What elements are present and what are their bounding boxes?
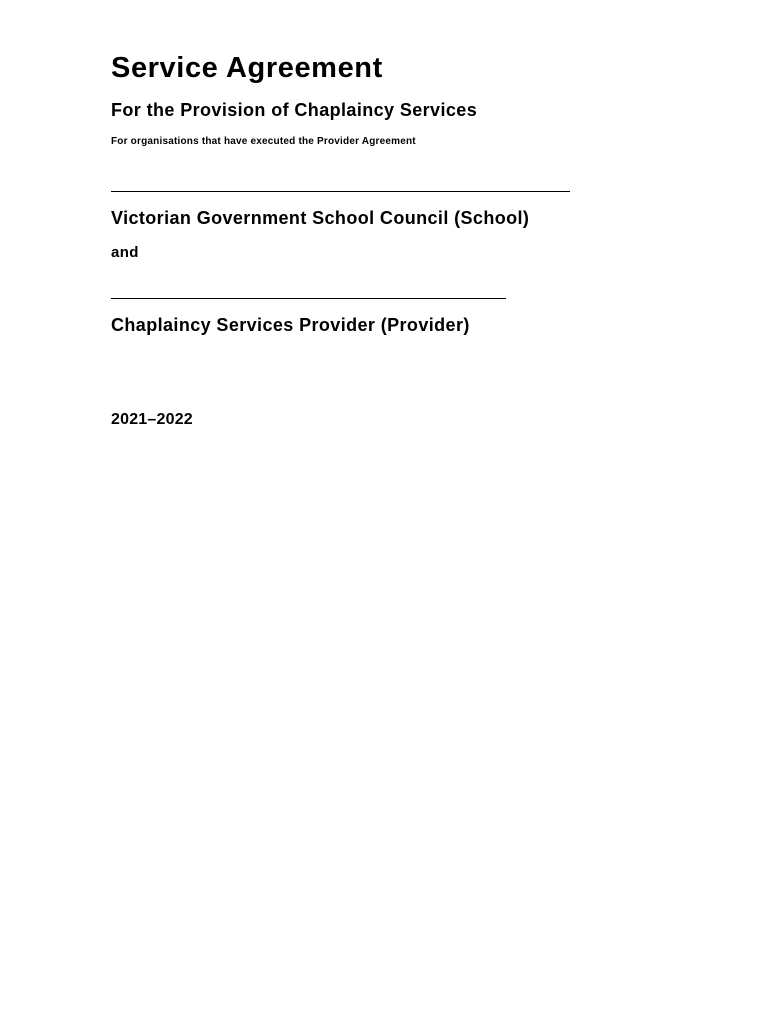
provider-signature-line xyxy=(111,298,506,299)
document-subtitle: For the Provision of Chaplaincy Services xyxy=(111,100,478,120)
party-school: Victorian Government School Council (School) xyxy=(111,208,530,228)
conjunction-text: and xyxy=(111,244,139,261)
party-provider: Chaplaincy Services Provider (Provider) xyxy=(111,315,470,335)
document-note: For organisations that have executed the Provider Agreement xyxy=(111,136,416,147)
school-signature-line xyxy=(111,191,570,192)
agreement-years: 2021–2022 xyxy=(111,411,193,428)
document-title: Service Agreement xyxy=(111,52,383,84)
